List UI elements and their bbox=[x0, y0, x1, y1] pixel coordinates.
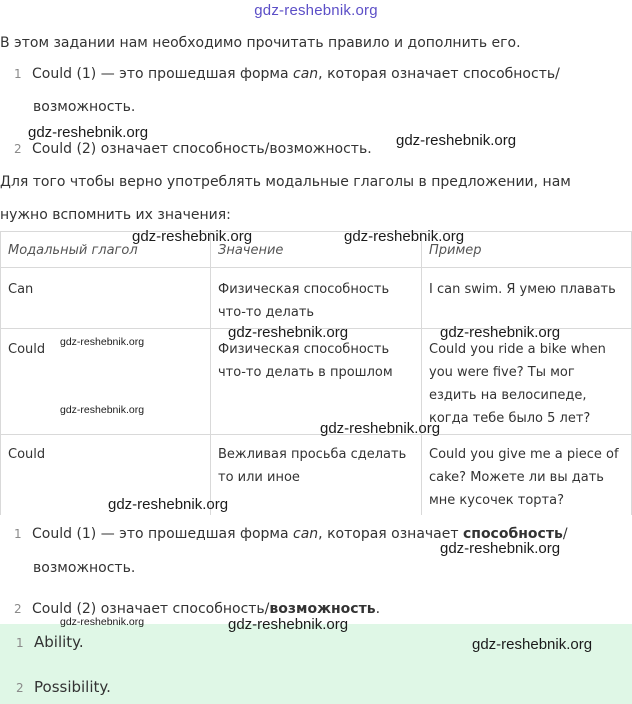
answer-text: Possibility. bbox=[34, 678, 111, 696]
watermark: gdz-reshebnik.org bbox=[108, 496, 229, 513]
rule-text: . bbox=[375, 601, 381, 617]
rule-text: Could (1) — это прошедшая форма bbox=[32, 66, 294, 82]
rule-number: 1 bbox=[14, 527, 22, 541]
filled-answer: способность bbox=[462, 526, 563, 542]
watermark: gdz-reshebnik.org bbox=[60, 616, 145, 628]
watermark: gdz-reshebnik.org bbox=[60, 336, 145, 348]
filled-rule-1-continuation: возможность. bbox=[33, 560, 136, 576]
rule-1 bbox=[14, 65, 560, 83]
answer-item bbox=[16, 633, 84, 651]
watermark: gdz-reshebnik.org bbox=[344, 228, 465, 245]
rule-2 bbox=[14, 140, 372, 158]
table-cell-verb: Could bbox=[8, 342, 46, 357]
watermark: gdz-reshebnik.org bbox=[228, 616, 349, 633]
table-cell-meaning bbox=[210, 338, 421, 384]
rule-emphasis: can bbox=[293, 526, 319, 542]
watermark: gdz-reshebnik.org bbox=[440, 324, 561, 341]
cell-line: что-то делать в прошлом bbox=[218, 365, 393, 380]
answer-item bbox=[16, 678, 111, 696]
table-header-meaning: Значение bbox=[218, 243, 284, 258]
cell-line: I can swim. Я умею плавать bbox=[429, 282, 616, 297]
watermark: gdz-reshebnik.org bbox=[472, 636, 593, 653]
answer-text: Ability. bbox=[34, 633, 84, 651]
watermark: gdz-reshebnik.org bbox=[320, 420, 441, 437]
cell-line: мне кусочек торта? bbox=[429, 493, 564, 508]
cell-line: you were five? Ты мог bbox=[429, 365, 575, 380]
table-header-verb: Модальный глагол bbox=[8, 243, 138, 258]
watermark: gdz-reshebnik.org bbox=[440, 540, 561, 557]
table-cell-example bbox=[421, 443, 632, 512]
paragraph-line-2: нужно вспомнить их значения: bbox=[0, 207, 231, 223]
table-cell-verb: Could bbox=[8, 447, 46, 462]
table-cell-example bbox=[421, 278, 632, 301]
cell-line: что-то делать bbox=[218, 305, 315, 320]
cell-line: когда тебе было 5 лет? bbox=[429, 411, 591, 426]
rule-text: Could (2) означает способность/ bbox=[32, 601, 270, 617]
rule-1-continuation: возможность. bbox=[33, 99, 136, 115]
cell-line: Вежливая просьба сделать bbox=[218, 447, 407, 462]
rule-emphasis: can bbox=[293, 66, 319, 82]
cell-line: то или иное bbox=[218, 470, 300, 485]
rule-number: 2 bbox=[14, 142, 22, 156]
table-cell-verb: Can bbox=[8, 282, 34, 297]
watermark: gdz-reshebnik.org bbox=[28, 124, 149, 141]
rule-text: , которая означает способность/ bbox=[318, 66, 560, 82]
cell-line: Could you give me a piece of bbox=[429, 447, 619, 462]
answer-number: 2 bbox=[16, 681, 24, 695]
cell-line: Физическая способность bbox=[218, 342, 390, 357]
rule-text: Could (2) означает способность/возможность. bbox=[32, 141, 372, 157]
intro-text: В этом задании нам необходимо прочитать правило и дополнить его. bbox=[0, 35, 521, 51]
table-cell-meaning bbox=[210, 278, 421, 324]
cell-line: cake? Можете ли вы дать bbox=[429, 470, 604, 485]
table-border-top bbox=[0, 231, 632, 232]
table-row-divider bbox=[0, 267, 632, 268]
cell-line: Could you ride a bike when bbox=[429, 342, 606, 357]
table-header-example: Пример bbox=[429, 243, 482, 258]
rule-text: , которая означает bbox=[318, 526, 463, 542]
table-row-divider bbox=[0, 434, 632, 435]
table-cell-meaning bbox=[210, 443, 421, 489]
cell-line: Физическая способность bbox=[218, 282, 390, 297]
table-border-left bbox=[0, 231, 1, 515]
watermark: gdz-reshebnik.org bbox=[60, 404, 145, 416]
watermark: gdz-reshebnik.org bbox=[228, 324, 349, 341]
paragraph-line-1: Для того чтобы верно употреблять модальные глаголы в предложении, нам bbox=[0, 174, 571, 190]
watermark: gdz-reshebnik.org bbox=[132, 228, 253, 245]
cell-line: ездить на велосипеде, bbox=[429, 388, 587, 403]
modal-verbs-table bbox=[0, 231, 632, 515]
site-header: gdz-reshebnik.org bbox=[254, 2, 378, 19]
rule-number: 1 bbox=[14, 67, 22, 81]
filled-answer: возможность bbox=[269, 601, 376, 617]
rule-number: 2 bbox=[14, 602, 22, 616]
answer-number: 1 bbox=[16, 636, 24, 650]
rule-text: / bbox=[562, 526, 568, 542]
watermark: gdz-reshebnik.org bbox=[396, 132, 517, 149]
rule-text: Could (1) — это прошедшая форма bbox=[32, 526, 294, 542]
table-cell-example bbox=[421, 338, 632, 430]
